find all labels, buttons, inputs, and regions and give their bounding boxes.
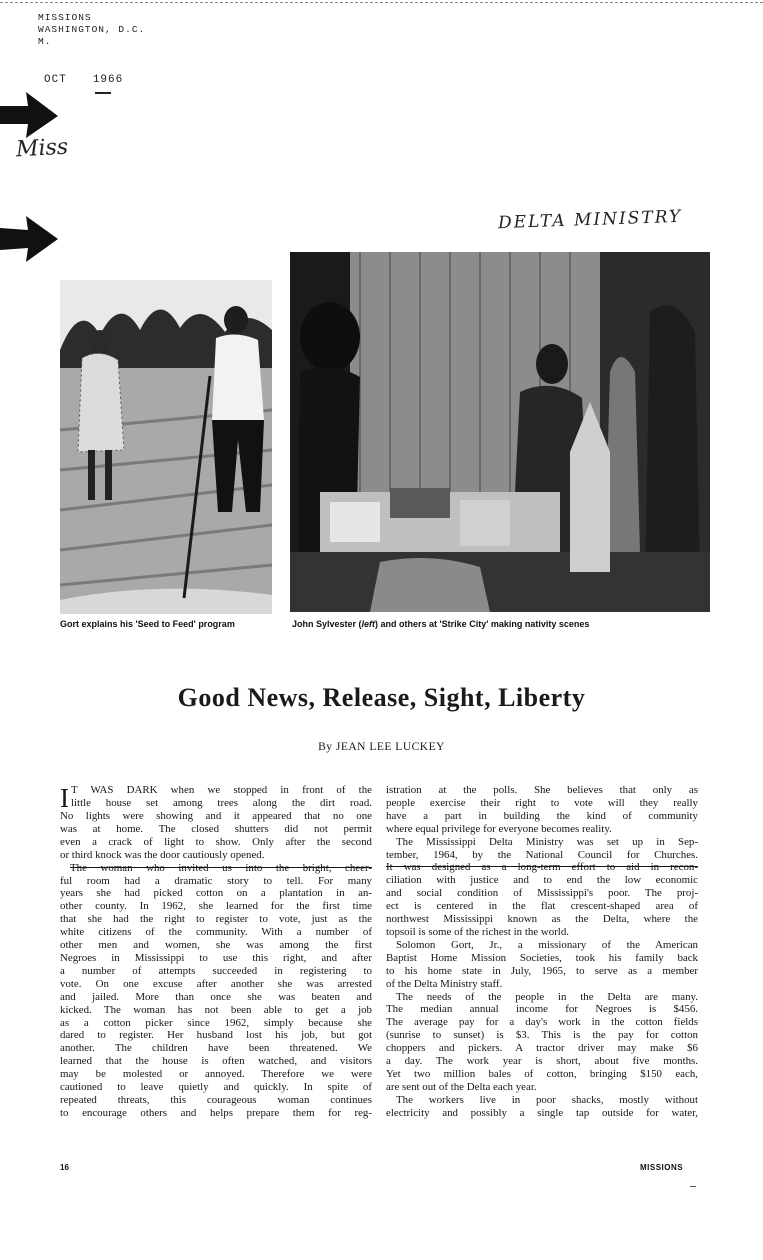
text-line: even a crack of light to show. Only after the second [60, 835, 372, 848]
text-line: other county. In 1962, she learned for the first time [60, 900, 372, 913]
scan-edge-dashes [0, 2, 763, 3]
text-line: of the Delta Ministry staff. [386, 977, 503, 990]
text-line: The Mississippi Delta Ministry was set up in Sep- [396, 835, 698, 848]
text-line: where equal privilege for everyone becomes reality. [386, 822, 612, 835]
text-line: or third knock was the door cautiously opened. [60, 848, 265, 861]
text-line: to his home state in July, 1965, to serve as a member [386, 964, 698, 977]
text-line: have a part in building the kind of community [386, 809, 698, 822]
text-line: other men and women, she was among the first [60, 939, 372, 952]
scan-mark [690, 1186, 696, 1187]
text-line: as a cotton picker since 1962, simply because she [60, 1016, 372, 1029]
text-line: are sent out of the Delta each year. [386, 1080, 537, 1093]
article-byline: By JEAN LEE LUCKEY [318, 741, 445, 753]
text-line: cautioned to leave quietly and quickly. In spite of [60, 1081, 372, 1094]
text-line: tember, 1964, by the National Council for Churches. [386, 848, 698, 861]
article-column-right [386, 784, 698, 1120]
date-stamp [44, 74, 123, 86]
text-line: T WAS DARK when we stopped in front of the [71, 784, 372, 796]
text-line: electricity and possibly a single tap outside for water, [386, 1106, 698, 1119]
lead-paragraph-opening [60, 784, 372, 810]
text-line: choppers and pickers. A tractor driver may make $6 [386, 1042, 698, 1055]
caption-text: John Sylvester ( [292, 619, 362, 629]
photo-caption-right [292, 619, 589, 629]
text-line: Solomon Gort, Jr., a missionary of the American [396, 938, 698, 951]
text-line: vote. On one excuse after another she was arrested [60, 977, 372, 990]
text-line: people exercise their right to vote will they really [386, 796, 698, 809]
article-column-left [60, 784, 372, 1120]
text-line: istration at the polls. She believes that only as [386, 784, 698, 796]
text-line: northwest Mississippi known as the Delta, where the [386, 913, 698, 926]
text-line: dared to register. Her husband lost his job, but got [60, 1029, 372, 1042]
text-line: Baptist Home Mission Societies, took his family back [386, 951, 698, 964]
text-line: another. The children have been threatened. We [60, 1042, 372, 1055]
pointing-arrow-icon [0, 212, 60, 264]
text-line: The needs of the people in the Delta are many. [396, 990, 698, 1003]
clipping-stamp [38, 12, 145, 48]
text-line: kicked. The woman has not been able to get a job [60, 1003, 372, 1016]
text-line: a number of attempts succeeded in registering to [60, 964, 372, 977]
text-line: (sunrise to sunset) is $3. This is the pay for cotton [386, 1029, 698, 1042]
article-title: Good News, Release, Sight, Liberty [177, 683, 586, 712]
text-line: was at home. The closed shutters did not permit [60, 822, 372, 835]
text-line: The average pay for a day's work in the cotton fields [386, 1016, 698, 1029]
photo-caption-left: Gort explains his 'Seed to Feed' program [60, 619, 235, 629]
text-line: white citizens of the community. With a number of [60, 926, 372, 939]
text-line: may be molested or annoyed. Therefore we were [60, 1068, 372, 1081]
stamp-month: OCT [44, 74, 67, 86]
text-line: and jailed. More than once she was beaten and [60, 990, 372, 1003]
text-line: ful room had a dramatic story to tell. For many [60, 874, 372, 887]
caption-text: ) and others at 'Strike City' making nativity scenes [375, 619, 590, 629]
handwritten-subject-note: DELTA MINISTRY [497, 206, 683, 234]
text-line: a day. The work year is short, about five months. [386, 1055, 698, 1068]
text-line: The workers live in poor shacks, mostly without [396, 1093, 698, 1106]
publication-footer: MISSIONS [640, 1163, 684, 1172]
text-line: ciliation with justice and to end the low economic [386, 874, 698, 887]
text-line: repeated threats, this courageous woman continues [60, 1093, 372, 1106]
stamp-year: 1966 [92, 74, 124, 86]
text-line: ect is centered in the flat crescent-shaped area of [386, 900, 698, 913]
photo-seed-to-feed [60, 280, 272, 614]
text-line: to encourage others and helps prepare them for reg- [60, 1106, 372, 1119]
handwritten-margin-note: Miss [15, 134, 69, 163]
stamp-frequency: M. [38, 36, 52, 47]
text-line: that she had the right to register to vote, just as the [60, 913, 372, 926]
date-underline [95, 92, 111, 94]
pointing-arrow-icon [0, 88, 60, 140]
text-line: learned that the house is often watched, and visitors [60, 1055, 372, 1068]
photo-nativity-workshop [290, 252, 710, 612]
text-line: years she had picked cotton on a plantation in an- [60, 887, 372, 900]
text-line: The woman who invited us into the bright, cheer- [70, 861, 372, 874]
text-line: Negroes in Mississippi to use this right, and after [60, 951, 372, 964]
stamp-publication: MISSIONS [38, 12, 92, 23]
stamp-city: WASHINGTON, D.C. [38, 24, 146, 35]
drop-cap: I [60, 784, 69, 810]
text-line: topsoil is some of the richest in the world. [386, 925, 569, 938]
text-line: Yet two million bales of cotton, bringing $150 each, [386, 1067, 698, 1080]
page-number: 16 [60, 1163, 69, 1172]
text-line: little house set among trees along the dirt road. [71, 796, 372, 809]
caption-emphasis: left [361, 619, 376, 629]
text-line: No lights were showing and it appeared that no one [60, 810, 372, 822]
text-line: and social condition of Mississippi's poor. The proj- [386, 887, 698, 900]
text-line: It was designed as a long-term effort to aid in recon- [386, 861, 698, 874]
text-line: The median annual income for Negroes is $456. [386, 1003, 698, 1016]
